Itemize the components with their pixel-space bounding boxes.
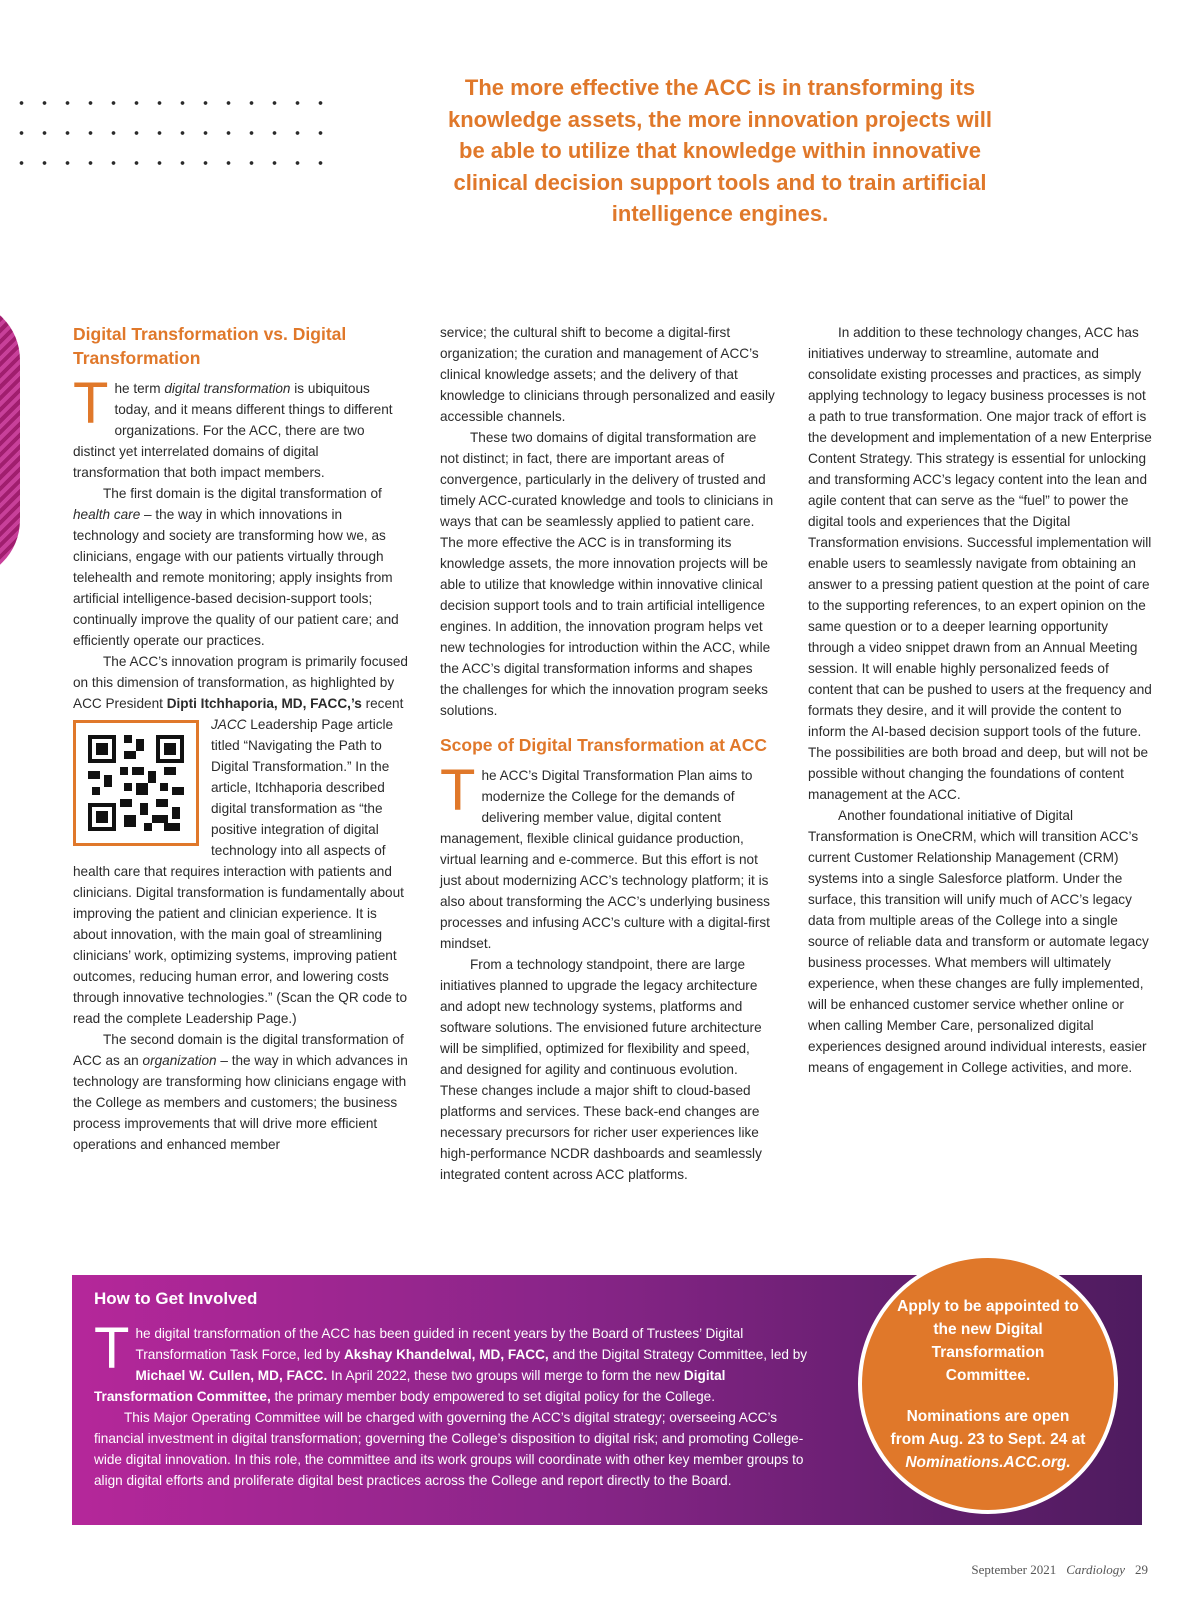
box-paragraph-2: This Major Operating Committee will be charged with governing the ACC’s digital strategy; overseeing ACC’s financial investment in digital transformation; governing the College’s disposition to digital risk; and promoting College-wide digital innovation. In this role, the committee and its work groups will coordinate with other key member groups to align digital efforts and proliferate digital best practices across the College and report directly to the Board. <box>94 1410 804 1488</box>
box-title: How to Get Involved <box>94 1289 258 1308</box>
qr-code-icon[interactable] <box>73 720 199 846</box>
paragraph-content-strategy: In addition to these technology changes, ACC has initiatives underway to streamline, automate and consolidate existing processes and practices, as simply applying technology to legacy business processes is not a path to true transformation. One major track of effort is the development and implementation of a new Enterprise Content Strategy. This strategy is essential for unlocking and transforming ACC’s legacy content into the lean and agile content that can serve as the “fuel” to power the digital tools and experiences that the Digital Transformation envisions. Successful implementation will enable users to seamlessly navigate from obtaining an answer to a pressing patient question at the point of care to the supporting references, to an expert opinion on the same question or to a deeper learning opportunity through a video snippet drawn from an Annual Meeting session. It will enable highly personalized feeds of content that can be pushed to users at the frequency and formats they desire, and it will provide the content to inform the AI-based decision support tools of the future. The possibilities are both broad and deep, but will not be possible without changing the foundations of content management at the ACC. <box>808 325 1152 802</box>
column-3 <box>808 322 1153 1078</box>
decorative-dot-grid <box>10 88 340 188</box>
qr-code-graphic <box>84 731 188 835</box>
paragraph-innovation-program: The ACC’s innovation program is primarily focused on this dimension of transformation, as highlighted by ACC President Dipti Itchhaporia, MD, FACC,’s recent JACC Leadership Page article titled “Navigating the Path to Digital Transformation.” In the article, Itchhaporia described digital transformation as “the positive integration of digital technology into all aspects of health care that requires interaction with patients and clinicians. Digital transformation is fundamentally about improving the patient and clinician experience. It is about innovation, with the main goal of streamlining clinicians’ work, optimizing systems, improving patient outcomes, reducing human error, and lowering costs through innovative technologies.” (Scan the QR code to read the complete Leadership Page.) <box>73 654 408 1026</box>
paragraph-intro: The term digital transformation is ubiquitous today, and it means different things to different organizations. For the ACC, there are two distinct yet interrelated domains of digital transformation that both impact members. <box>73 371 393 480</box>
paragraph-technology-standpoint: From a technology standpoint, there are large initiatives planned to upgrade the legacy architecture and adopt new technology systems, platforms and software solutions. The envisioned future architecture will be simplified, optimized for flexibility and speed, and designed for agility and continuous evolution. These changes include a major shift to cloud-based platforms and services. These back-end changes are necessary precursors for richer user experiences like high-performance NCDR dashboards and seamlessly integrated content across ACC platforms. <box>440 957 762 1182</box>
page-number: 29 <box>1135 1562 1148 1577</box>
pull-quote: The more effective the ACC is in transforming its knowledge assets, the more innovation projects will be able to utilize that knowledge within innovative clinical decision support tools and to train artificial intelligence engines. <box>447 75 993 226</box>
drop-cap: T <box>440 758 476 823</box>
box-paragraph-1: The digital transformation of the ACC has been guided in recent years by the Board of Trustees’ Digital Transformation Task Force, led by Akshay Khandelwal, MD, FACC, and the Digital Strategy Committee, led by Michael W. Cullen, MD, FACC. In April 2022, these two groups will merge to form the new Digital Transformation Committee, the primary member body empowered to set digital policy for the College. <box>94 1316 808 1404</box>
callout-nominations-text: Nominations are open from Aug. 23 to Sept. 24 at Nominations.ACC.org. <box>890 1407 1086 1471</box>
paragraph-onecrm: Another foundational initiative of Digital Transformation is OneCRM, which will transition ACC’s current Customer Relationship Management (CRM) systems into a single Salesforce platform. Under the surface, this transition will unify much of ACC’s legacy data from multiple areas of the College into a single source of reliable data and transform or automate legacy business processes. What members will ultimately experience, when these changes are fully implemented, will be enhanced customer service whether online or when calling Member Care, personalized digital experiences designed around individual interests, easier means of engagement in College activities, and more. <box>808 808 1149 1075</box>
section-heading-scope: Scope of Digital Transformation at ACC <box>440 735 768 755</box>
column-1 <box>73 322 408 1155</box>
callout-apply-text: Apply to be appointed to the new Digital Transformation Committee. <box>897 1297 1079 1384</box>
paragraph-second-domain: The second domain is the digital transformation of ACC as an organization – the way in which advances in technology are transforming how clinicians engage with the College as members and customers; the business process improvements that will drive more efficient operations and enhanced member <box>73 1032 408 1152</box>
section-heading-digital-transformation: Digital Transformation vs. Digital Transformation <box>73 324 347 368</box>
paragraph-health-care: The first domain is the digital transformation of health care – the way in which innovations in technology and society are transforming how we, as clinicians, engage with our patients virtually through telehealth and remote monitoring; apply insights from artificial intelligence-based decision-support tools; continually improve the quality of our patient care; and efficiently operate our practices. <box>73 486 399 648</box>
drop-cap: T <box>73 371 109 436</box>
page-footer <box>971 1562 1148 1578</box>
apply-callout-circle <box>858 1254 1118 1514</box>
footer-date: September 2021 <box>971 1562 1057 1577</box>
paragraph-plan: The ACC’s Digital Transformation Plan aims to modernize the College for the demands of delivering member value, digital content management, flexible clinical guidance production, virtual learning and e-commerce. But this effort is not just about modernizing ACC’s technology platform; it is also about transforming the ACC’s underlying business processes and infusing ACC’s culture with a digital-first mindset. <box>440 758 770 951</box>
box-text <box>94 1316 812 1491</box>
paragraph-convergence: These two domains of digital transformation are not distinct; in fact, there are important areas of convergence, particularly in the delivery of trusted and timely ACC-curated knowledge and tools to clinicians in ways that can be seamlessly applied to patient care. The more effective the ACC is in transforming its knowledge assets, the more innovation projects will be able to utilize that knowledge within innovative clinical decision support tools and to train artificial intelligence engines. In addition, the innovation program helps vet new technologies for introduction within the ACC, while the ACC’s digital transformation informs and shapes the challenges for which the innovation program seeks solutions. <box>440 430 774 718</box>
drop-cap: T <box>94 1316 130 1381</box>
footer-magazine: Cardiology <box>1066 1562 1125 1577</box>
decorative-side-stripe <box>0 300 20 580</box>
column-2 <box>440 322 775 1185</box>
paragraph-service: service; the cultural shift to become a digital-first organization; the curation and management of ACC’s clinical knowledge assets; and the delivery of that knowledge to clinicians through personalized and easily accessible channels. <box>440 325 775 424</box>
nominations-link[interactable]: Nominations.ACC.org. <box>905 1453 1071 1471</box>
